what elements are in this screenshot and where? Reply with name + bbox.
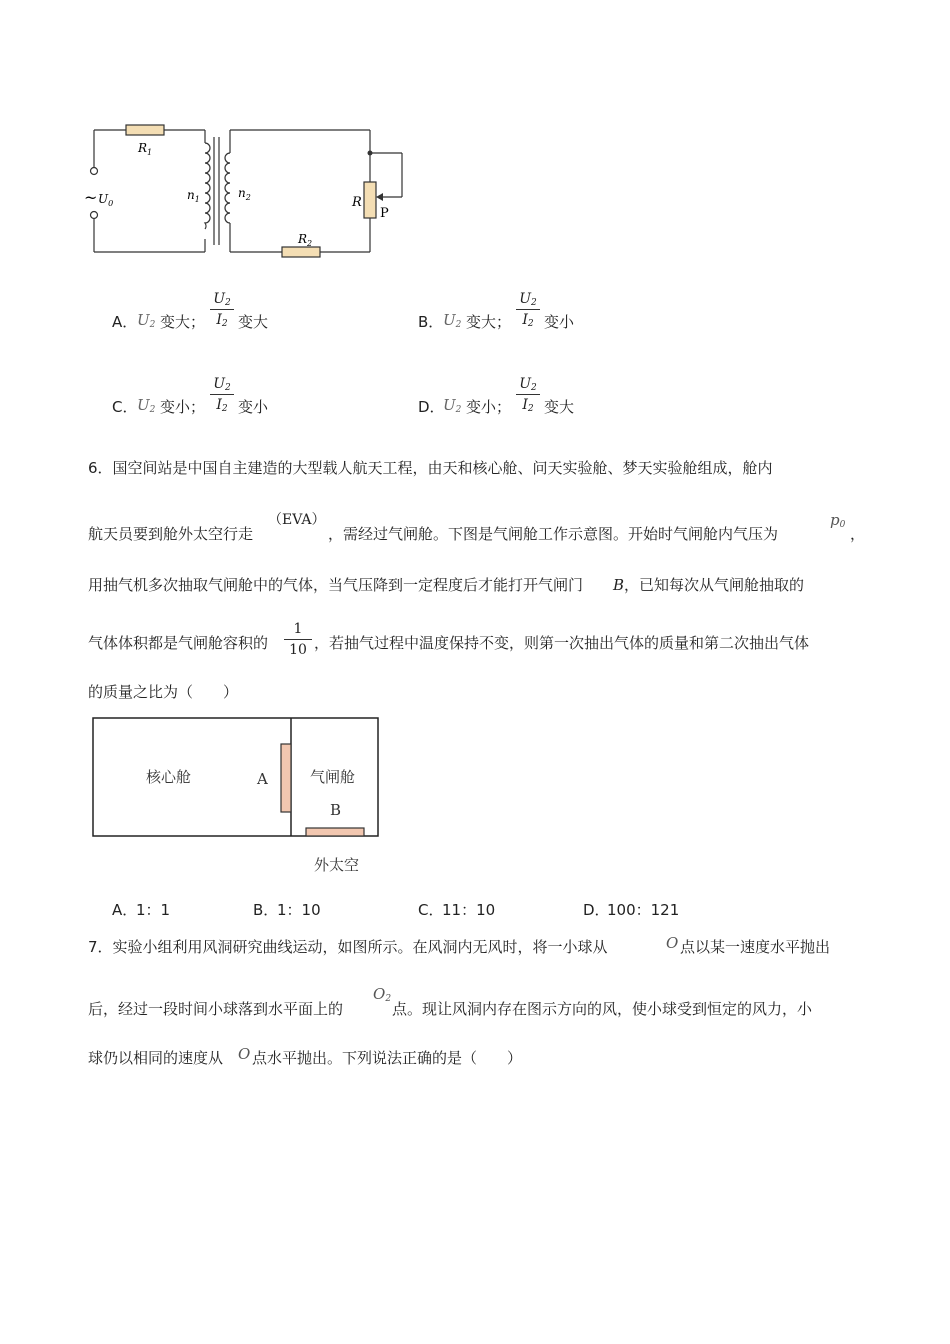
u2-over-i2-fraction: $U_2$ $I_2$	[516, 290, 540, 329]
change-text: 变大	[544, 398, 575, 416]
p0-symbol: $p_0$	[830, 511, 846, 530]
label-tilde: ~	[84, 188, 98, 207]
u2-symbol: $U_2$	[137, 396, 156, 415]
option-letter: C．	[112, 398, 138, 416]
option-letter: B．	[418, 313, 444, 331]
label-r2: $R_2$	[298, 232, 313, 248]
label-n2: $n_2$	[238, 186, 251, 202]
door-b	[306, 828, 364, 836]
u2-over-i2-fraction: $U_2$ $I_2$	[210, 290, 234, 329]
eva-label: （EVA）	[268, 512, 326, 528]
option-letter: A．	[112, 313, 138, 331]
u2-symbol: $U_2$	[443, 396, 462, 415]
u2-symbol: $U_2$	[137, 311, 156, 330]
option-letter: A．	[112, 901, 138, 919]
option-text: 1：1	[136, 901, 171, 919]
terminal-bottom	[91, 212, 98, 219]
terminal-top	[91, 168, 98, 175]
option-letter: C．	[418, 901, 444, 919]
rheostat-r	[364, 182, 376, 218]
option-letter: B．	[253, 901, 279, 919]
slider-arrow	[376, 193, 383, 201]
option-text: 1：10	[277, 901, 321, 919]
q7-line-1a: 7．实验小组利用风洞研究曲线运动，如图所示。在风洞内无风时，将一小球从	[88, 938, 608, 956]
change-text: 变大	[238, 313, 269, 331]
point-o-symbol: O	[666, 934, 679, 952]
option-letter: D．	[583, 901, 610, 919]
airlock-diagram	[88, 712, 388, 882]
q7-line-2b: 点。现让风洞内存在图示方向的风，使小球受到恒定的风力，小	[392, 1000, 813, 1018]
u2-over-i2-fraction: $U_2$ $I_2$	[210, 375, 234, 414]
q6-line-4b: ，若抽气过程中温度保持不变，则第一次抽出气体的质量和第二次抽出气体	[314, 634, 810, 652]
change-text: 变小	[544, 313, 575, 331]
change-text: 变小；	[466, 398, 512, 416]
change-text: 变小；	[160, 398, 206, 416]
door-a	[281, 744, 291, 812]
option-text: 100：121	[607, 901, 680, 919]
label-door-a: A	[257, 770, 268, 788]
gate-b-symbol: B	[613, 576, 625, 594]
label-r: R	[352, 195, 362, 210]
point-o-symbol: O	[238, 1045, 251, 1063]
one-tenth-fraction: 1 10	[284, 620, 312, 659]
resistor-r1	[126, 125, 164, 135]
q6-line-3b: ，已知每次从气闸舱抽取的	[624, 576, 805, 594]
u2-symbol: $U_2$	[443, 311, 462, 330]
change-text: 变大；	[466, 313, 512, 331]
point-o2-symbol: $O_2$	[373, 985, 392, 1004]
q6-line-2b: ，需经过气闸舱。下图是气闸舱工作示意图。开始时气闸舱内气压为	[328, 525, 779, 543]
u2-over-i2-fraction: $U_2$ $I_2$	[516, 375, 540, 414]
change-text: 变小	[238, 398, 269, 416]
q6-line-5: 的质量之比为（ ）	[88, 683, 239, 701]
junction-dot	[368, 151, 373, 156]
q7-line-1b: 点以某一速度水平抛出	[680, 938, 831, 956]
label-u0: $U_0$	[98, 192, 114, 208]
q7-line-3b: 点水平抛出。下列说法正确的是（ ）	[252, 1049, 523, 1067]
label-airlock: 气闸舱	[310, 768, 356, 786]
q6-line-2a: 航天员要到舱外太空行走	[88, 525, 254, 543]
label-door-b: B	[330, 801, 342, 819]
label-n1: $n_1$	[187, 188, 200, 204]
q6-line-3a: 用抽气机多次抽取气闸舱中的气体，当气压降到一定程度后才能打开气闸门	[88, 576, 584, 594]
change-text: 变大；	[160, 313, 206, 331]
transformer-circuit-diagram	[80, 115, 420, 270]
label-core-module: 核心舱	[146, 768, 192, 786]
q7-line-2a: 后，经过一段时间小球落到水平面上的	[88, 1000, 344, 1018]
q7-line-3a: 球仍以相同的速度从	[88, 1049, 224, 1067]
resistor-r2	[282, 247, 320, 257]
option-text: 11：10	[442, 901, 496, 919]
q6-line-1: 6．国空间站是中国自主建造的大型载人航天工程，由天和核心舱、问天实验舱、梦天实验舱组成，舱内	[88, 459, 773, 477]
label-outer-space: 外太空	[314, 856, 360, 874]
option-letter: D．	[418, 398, 445, 416]
q6-line-2c: ，	[850, 525, 866, 543]
label-p: P	[380, 206, 389, 221]
q6-line-4a: 气体体积都是气闸舱容积的	[88, 634, 269, 652]
label-r1: $R_1$	[138, 141, 153, 157]
